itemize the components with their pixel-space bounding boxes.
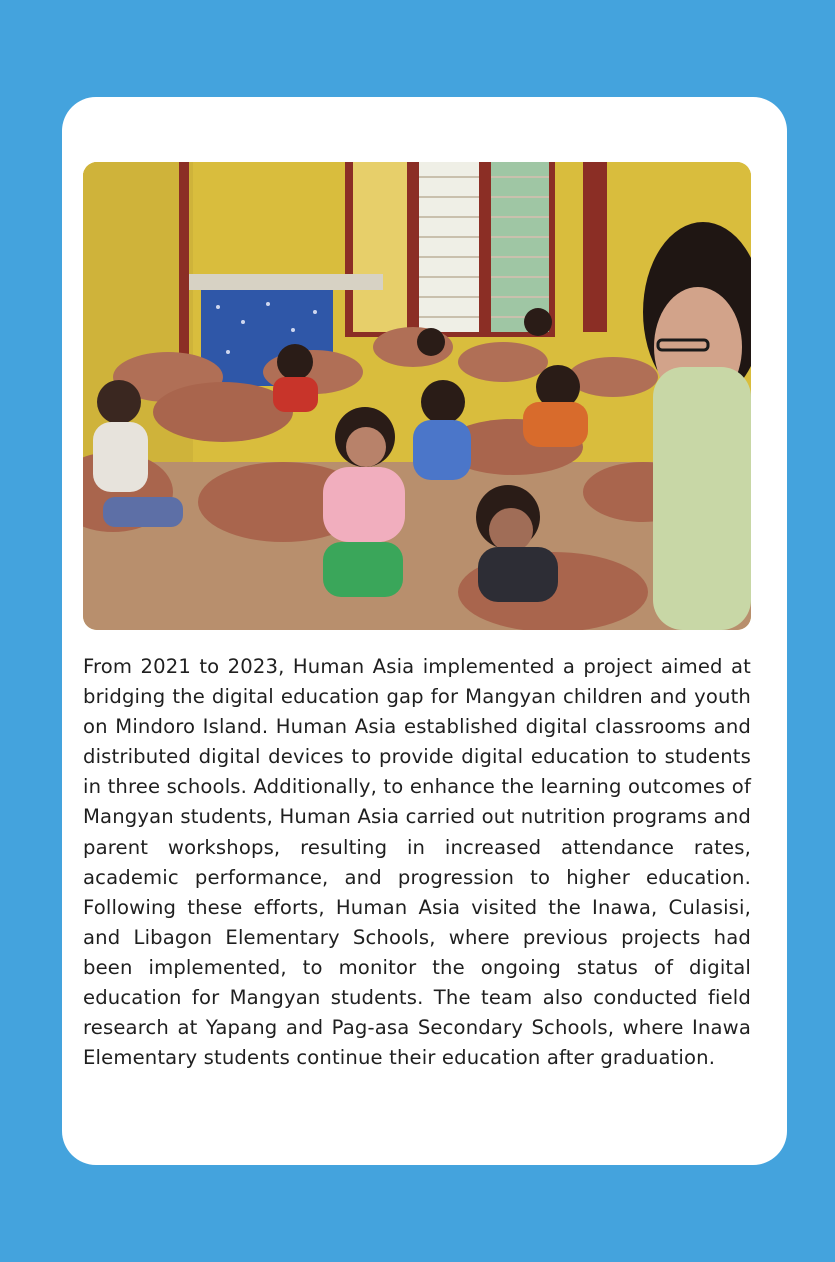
- article-body: From 2021 to 2023, Human Asia implemented a project aimed at bridging the digital education gap for Mangyan children and youth on Mindoro Island. Human Asia established digital classrooms and distributed digital devices to provide digital education to students in three schools. Additionally, to enhance the learning outcomes of Mangyan students, Human Asia carried out nutrition programs and parent workshops, resulting in increased attendance rates, academic performance, and progression to higher education. Following these efforts, Human Asia visited the Inawa, Culasisi, and Libagon Elementary Schools, where previous projects had been implemented, to monitor the ongoing status of digital education for Mangyan students. The team also conducted field research at Yapang and Pag-asa Secondary Schools, where Inawa Elementary students continue their education after graduation.: [83, 655, 751, 1070]
- counter: [183, 274, 383, 290]
- teacher: [643, 222, 751, 630]
- classroom-photo: [83, 162, 751, 630]
- content-card: [62, 97, 787, 1165]
- classroom-illustration: [83, 162, 751, 630]
